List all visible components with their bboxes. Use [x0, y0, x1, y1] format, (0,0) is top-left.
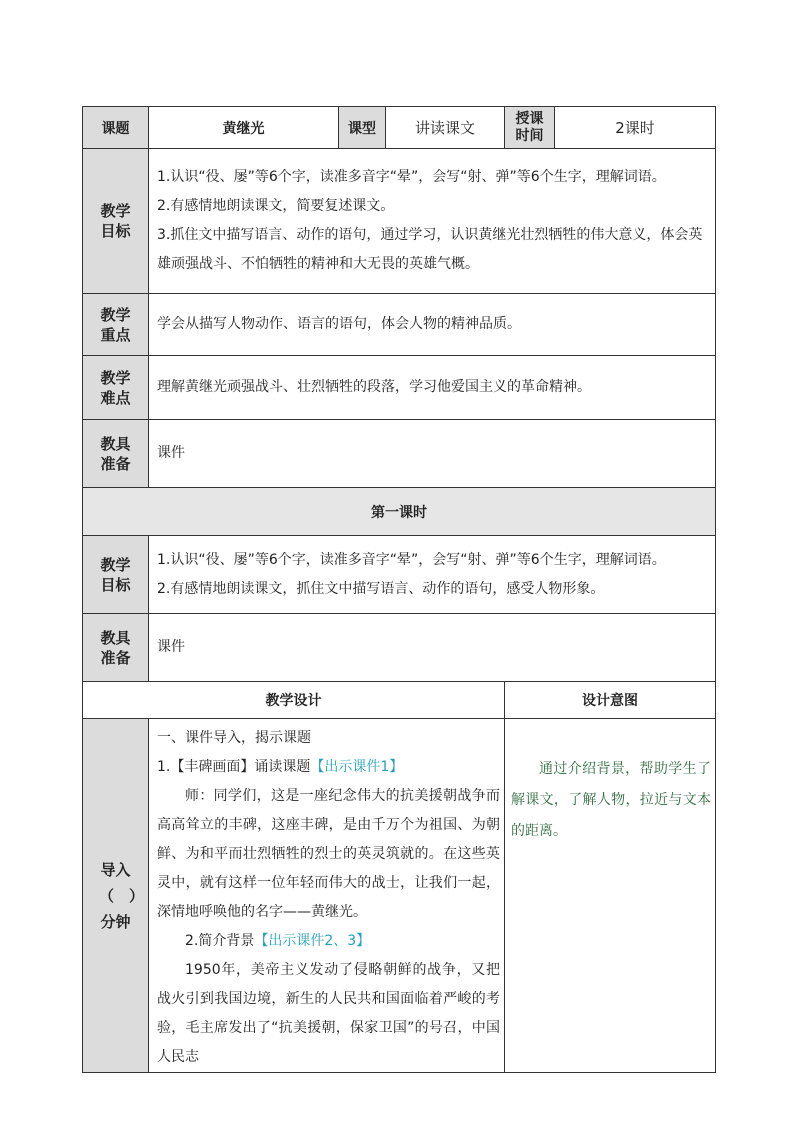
- lesson-plan-table: [82, 106, 716, 1073]
- overall-goal-1: 1.认识“役、屡”等6个字，读准多音字“晕”，会写“射、弹”等6个生字，理解词语。: [157, 169, 666, 185]
- overall-goal-3: 3.抓住文中描写语言、动作的语句，通过学习，认识黄继光壮烈牺牲的伟大意义，体会英雄顽强战斗、不怕牺牲的精神和大无畏的英雄气概。: [157, 227, 703, 272]
- topic-value: 黄继光: [149, 107, 339, 149]
- intent-column-header: 设计意图: [505, 682, 716, 719]
- time-label: 授课时间: [505, 107, 555, 149]
- focus-row: [83, 294, 716, 356]
- overall-tools-label: 教具准备: [83, 420, 149, 488]
- periods-value: 2课时: [555, 107, 716, 149]
- first-period-title: 第一课时: [83, 488, 716, 536]
- period-tools-text: 课件: [149, 614, 716, 682]
- focus-text: 学会从描写人物动作、语言的语句，体会人物的精神品质。: [149, 294, 716, 356]
- step1-title: 一、课件导入，揭示课题: [157, 730, 311, 746]
- period-tools-label: 教具准备: [83, 614, 149, 682]
- focus-label: 教学重点: [83, 294, 149, 356]
- overall-tools-text: 课件: [149, 420, 716, 488]
- stage-label: 导入（ ）分钟: [83, 719, 149, 1073]
- step2-heading: [157, 927, 500, 956]
- design-intent-text: 通过介绍背景，帮助学生了解课文，了解人物，拉近与文本的距离。: [505, 719, 716, 1073]
- overall-goals-text: [149, 149, 716, 294]
- overall-tools-row: [83, 420, 716, 488]
- overall-goals-label: 教学目标: [83, 149, 149, 294]
- period-goal-2: 2.有感情地朗读课文，抓住文中描写语言、动作的语句，感受人物形象。: [157, 580, 605, 597]
- type-value: 讲读课文: [386, 107, 505, 149]
- difficulty-row: [83, 356, 716, 420]
- difficulty-label: 教学难点: [83, 356, 149, 420]
- step2-lead: 2.简介背景: [185, 933, 255, 949]
- period-goals-row: [83, 536, 716, 614]
- period-goal-1: 1.认识“役、屡”等6个字，读准多音字“晕”，会写“射、弹”等6个生字，理解词语。: [157, 551, 666, 568]
- design-column-header: 教学设计: [83, 682, 505, 719]
- step1-text: 师：同学们，这是一座纪念伟大的抗美援朝战争而高高耸立的丰碑，这座丰碑，是由千万个为祖国、为朝鲜、为和平而壮烈牺牲的烈士的英灵筑就的。在这些英灵中，就有这样一位年轻而伟大的战士，让我们一起，深情地呼唤他的名字——黄继光。: [157, 788, 500, 920]
- overall-goals-row: [83, 149, 716, 294]
- design-header-row: [83, 682, 716, 719]
- overall-goal-2: 2.有感情地朗读课文，简要复述课文。: [157, 198, 395, 214]
- step1-lead: 1.【丰碑画面】诵读课题: [157, 759, 311, 775]
- topic-label: 课题: [83, 107, 149, 149]
- step1-heading: [157, 753, 500, 782]
- period-tools-row: [83, 614, 716, 682]
- period-goals-label: 教学目标: [83, 536, 149, 614]
- step1-courseware-tag: 【出示课件1】: [310, 759, 404, 775]
- step2-text: 1950年，美帝主义发动了侵略朝鲜的战争，又把战火引到我国边境，新生的人民共和国面临着严峻的考验，毛主席发出了“抗美援朝，保家卫国”的号召，中国人民志: [157, 962, 500, 1065]
- header-row: [83, 107, 716, 149]
- period-goals-text: [149, 536, 716, 614]
- type-label: 课型: [339, 107, 386, 149]
- first-period-row: [83, 488, 716, 536]
- design-body-row: [83, 719, 716, 1073]
- design-content: [149, 719, 505, 1073]
- difficulty-text: 理解黄继光顽强战斗、壮烈牺牲的段落，学习他爱国主义的革命精神。: [149, 356, 716, 420]
- step2-courseware-tag: 【出示课件2、3】: [254, 933, 371, 949]
